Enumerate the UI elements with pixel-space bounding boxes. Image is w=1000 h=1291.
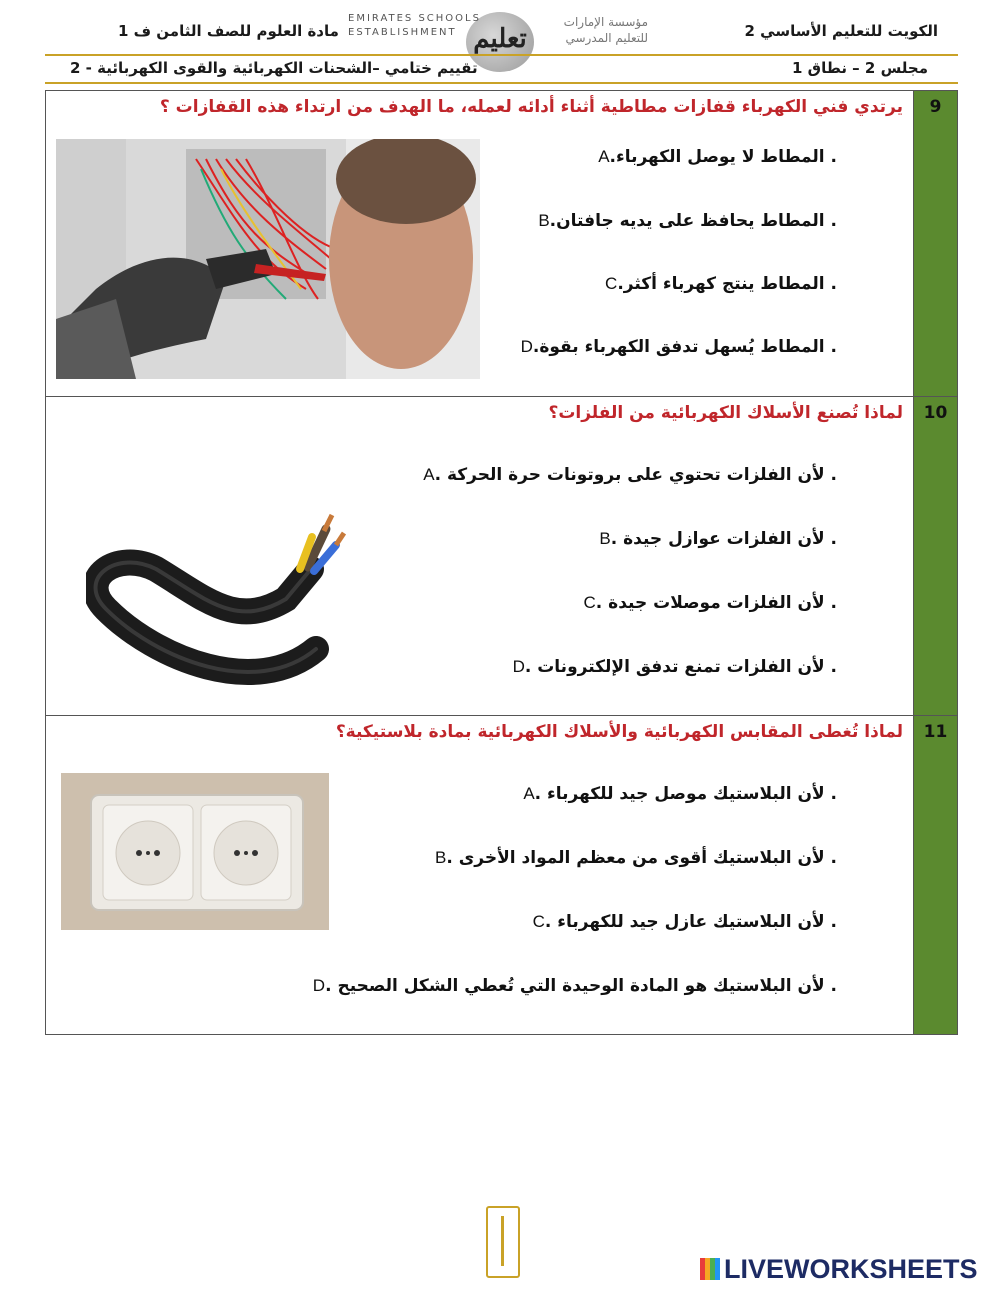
electrician-photo — [56, 139, 480, 379]
option-b[interactable]: . لأن البلاستيك أقوى من معظم المواد الأخرى .B — [434, 848, 837, 868]
option-d[interactable]: . لأن البلاستيك هو المادة الوحيدة التي تُعطي الشكل الصحيح .D — [312, 976, 837, 996]
socket-photo — [61, 773, 329, 930]
option-c[interactable]: . لأن الفلزات موصلات جيدة .C — [583, 593, 837, 613]
liveworksheets-logo[interactable]: LIVEWORKSHEETS — [700, 1254, 978, 1285]
option-a[interactable]: . لأن البلاستيك موصل جيد للكهرباء .A — [523, 784, 837, 804]
council-label: مجلس 2 – نطاق 1 — [792, 59, 928, 77]
school-emblem-icon — [486, 1206, 520, 1278]
question-11 — [45, 715, 958, 1035]
option-c[interactable]: . المطاط ينتج كهرباء أكثر.C — [605, 274, 837, 294]
option-a[interactable]: . لأن الفلزات تحتوي على بروتونات حرة الحركة .A — [423, 465, 837, 485]
header-divider-bottom — [45, 82, 958, 84]
option-d[interactable]: . المطاط يُسهل تدفق الكهرباء بقوة.D — [520, 337, 837, 357]
option-c[interactable]: . لأن البلاستيك عازل جيد للكهرباء .C — [532, 912, 837, 932]
option-a[interactable]: . المطاط لا يوصل الكهرباء.A — [598, 147, 837, 167]
option-d[interactable]: . لأن الفلزات تمنع تدفق الإلكترونات .D — [512, 657, 837, 677]
question-text: يرتدي فني الكهرباء قفازات مطاطية أثناء أدائه لعمله، ما الهدف من ارتداء هذه القفازات ؟ — [159, 97, 903, 117]
establishment-arabic-logo: مؤسسة الإمارات للتعليم المدرسي — [563, 15, 648, 45]
question-number-cell: 9 — [913, 91, 957, 396]
question-9 — [45, 90, 958, 397]
subject-title: مادة العلوم للصف الثامن ف 1 — [118, 22, 339, 40]
school-name: الكويت للتعليم الأساسي 2 — [744, 22, 938, 40]
question-text: لماذا تُصنع الأسلاك الكهربائية من الفلزات؟ — [548, 403, 903, 423]
assessment-title: تقييم ختامي –الشحنات الكهربائية والقوى الكهربائية - 2 — [70, 59, 478, 77]
liveworksheets-icon — [700, 1258, 720, 1280]
header-divider-top — [45, 54, 958, 56]
cable-photo — [86, 509, 346, 689]
option-b[interactable]: . لأن الفلزات عوازل جيدة .B — [599, 529, 837, 549]
option-b[interactable]: . المطاط يحافظ على يديه جافتان.B — [538, 211, 837, 231]
taaleem-logo-icon: تعليم — [466, 12, 534, 72]
establishment-english-logo: EMIRATES SCHOOLS ESTABLISHMENT — [348, 13, 481, 38]
question-text: لماذا تُغطى المقابس الكهربائية والأسلاك الكهربائية بمادة بلاستيكية؟ — [335, 722, 903, 742]
question-10 — [45, 396, 958, 716]
question-number-cell: 10 — [913, 397, 957, 715]
question-number-cell: 11 — [913, 716, 957, 1034]
